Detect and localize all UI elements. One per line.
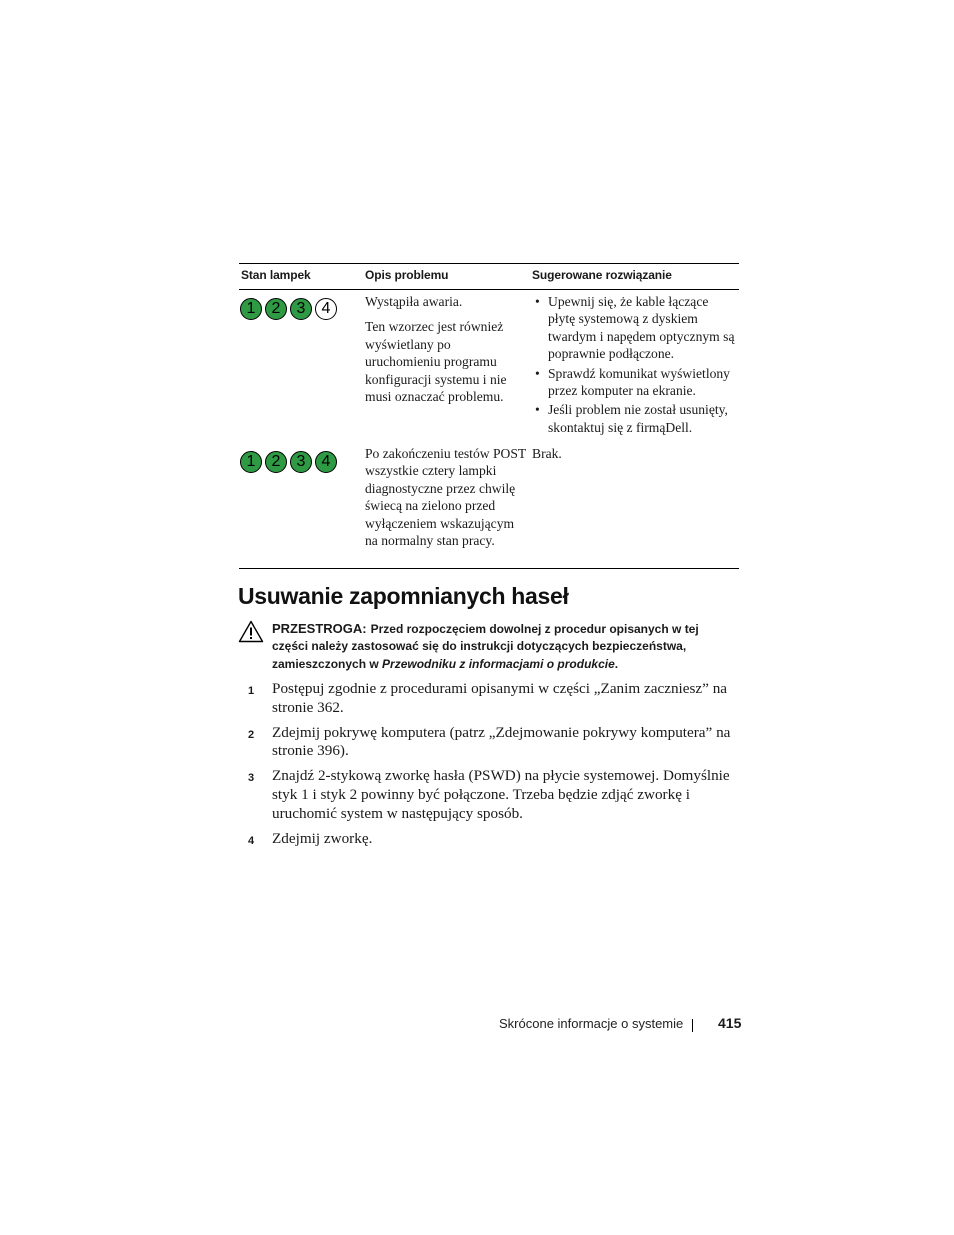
table-row — [239, 442, 739, 568]
description-paragraph: Wystąpiła awaria. — [365, 294, 463, 309]
footer-divider — [692, 1019, 693, 1032]
diagnostic-light-icon: 4 — [315, 451, 337, 473]
diagnostic-light-icon: 3 — [290, 298, 312, 320]
diagnostic-lights-table — [239, 263, 739, 569]
caution-label: PRZESTROGA: — [272, 621, 367, 636]
section-title: Usuwanie zapomnianych haseł — [238, 583, 569, 609]
solution-text: Brak. — [532, 446, 562, 461]
caution-document-reference: Przewodniku z informacjami o produkcie — [382, 656, 615, 671]
diagnostic-light-icon: 1 — [240, 451, 262, 473]
list-item: • Jeśli problem nie został usunięty, skontaktuj się z firmąDell. — [532, 401, 737, 436]
caution-end: . — [614, 656, 619, 671]
header-light-state: Stan lampek — [241, 268, 311, 282]
step-number: 4 — [248, 834, 255, 847]
problem-description — [365, 293, 527, 413]
caution-body: Przed rozpoczęciem dowolnej z procedur opisanych w tej części należy zastosować się do instrukcji dotyczących bezpieczeństwa, zamieszczonych w — [272, 622, 699, 671]
step-text: Postępuj zgodnie z procedurami opisanymi w części „Zanim zaczniesz” na stronie 362. — [272, 680, 728, 716]
table-row — [239, 290, 739, 442]
description-paragraph: Ten wzorzec jest również wyświetlany po uruchomieniu programu konfiguracji systemu i nie musi oznaczać problemu. — [365, 319, 507, 405]
description-paragraph: Po zakończeniu testów POST wszystkie cztery lampki diagnostyczne przez chwilę świecą na zielono przed wyłączeniem wskazującym na normalny stan pracy. — [365, 446, 526, 549]
diagnostic-light-icon: 3 — [290, 451, 312, 473]
step-number: 1 — [248, 685, 255, 697]
list-item — [248, 830, 740, 849]
procedure-steps — [248, 680, 740, 854]
warning-triangle-icon — [238, 620, 264, 648]
light-pattern — [240, 451, 337, 473]
footer-chapter-title: Skrócone informacje o systemie — [499, 1016, 684, 1031]
page-number: 415 — [718, 1015, 742, 1031]
step-text: Znajdź 2-stykową zworkę hasła (PSWD) na płycie systemowej. Domyślnie styk 1 i styk 2 powinny być połączone. Trzeba będzie zdjąć zworkę i uruchomić system w następujący sposób. — [272, 767, 730, 822]
diagnostic-light-icon: 1 — [240, 298, 262, 320]
list-item — [248, 767, 740, 823]
header-problem-description: Opis problemu — [365, 268, 449, 282]
suggested-solution — [532, 293, 737, 438]
caution-notice — [238, 620, 738, 673]
step-text: Zdejmij pokrywę komputera (patrz „Zdejmowanie pokrywy komputera” na stronie 396). — [272, 723, 731, 760]
light-pattern — [240, 298, 337, 320]
step-number: 2 — [248, 728, 255, 741]
header-suggested-solution: Sugerowane rozwiązanie — [532, 268, 672, 282]
suggested-solution — [532, 445, 737, 470]
list-item — [248, 680, 740, 718]
problem-description — [365, 445, 527, 557]
diagnostic-light-icon: 2 — [265, 298, 287, 320]
diagnostic-light-icon: 2 — [265, 451, 287, 473]
list-item: • Upewnij się, że kable łączące płytę systemową z dyskiem twardym i napędem optycznym są poprawnie podłączone. — [532, 293, 737, 363]
diagnostic-light-icon: 4 — [315, 298, 337, 320]
list-item: • Sprawdź komunikat wyświetlony przez komputer na ekranie. — [532, 365, 737, 400]
step-text: Zdejmij zworkę. — [272, 829, 373, 847]
solution-list — [532, 293, 737, 436]
table-header — [239, 264, 739, 290]
list-item — [248, 724, 740, 762]
step-number: 3 — [248, 772, 255, 785]
